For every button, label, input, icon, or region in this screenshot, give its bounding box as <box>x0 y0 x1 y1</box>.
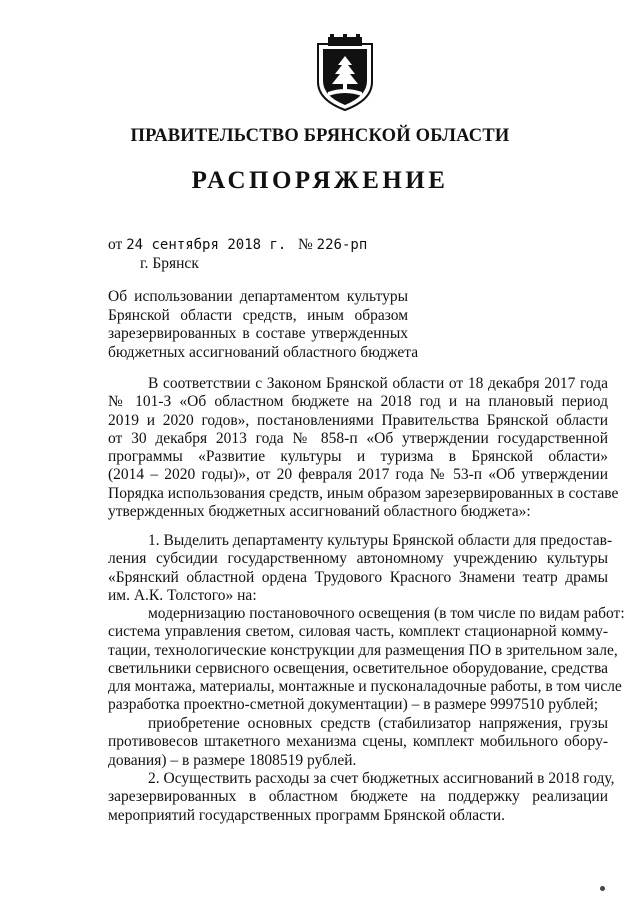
paragraph-line: Порядка использования средств, иным образом зарезервированных в составе <box>108 484 619 502</box>
item-2-paragraph <box>108 770 615 825</box>
paragraph-line: 2. Осуществить расходы за счет бюджетных ассигнований в 2018 году, <box>148 770 615 787</box>
paragraph-line: приобретение основных средств (стабилизатор напряжения, грузы <box>148 715 608 732</box>
paragraph-line: им. А.К. Толстого» на: <box>108 586 257 604</box>
paragraph-line: «Брянский областной ордена Трудового Красного Знамени театр драмы <box>108 568 608 586</box>
paragraph-line: 1. Выделить департаменту культуры Брянской области для предостав- <box>148 532 613 549</box>
paragraph-line: разработка проектно-сметной документации) – в размере 9997510 рублей; <box>108 696 599 714</box>
paragraph-line: В соответствии с Законом Брянской области от 18 декабря 2017 года <box>148 375 608 392</box>
paragraph-line: система управления светом, силовая часть, комплект стационарной комму- <box>108 623 608 641</box>
paragraph-line: модернизацию постановочного освещения (в том числе по видам работ: <box>148 605 625 622</box>
document-number: 226-рп <box>316 237 368 253</box>
document-date-line <box>108 236 286 254</box>
preamble-paragraph <box>108 375 619 521</box>
document-city: г. Брянск <box>140 255 199 272</box>
paragraph-line: от 30 декабря 2013 года № 858-п «Об утверждении государственной <box>108 429 608 447</box>
date-prefix: от <box>108 236 123 253</box>
subject-line: бюджетных ассигнований областного бюджета <box>108 343 419 361</box>
item-1a-paragraph <box>108 605 625 715</box>
paragraph-line: мероприятий государственных программ Брянской области. <box>108 806 505 824</box>
document-type-title: РАСПОРЯЖЕНИЕ <box>191 167 449 194</box>
paragraph-line: светильники сервисного освещения, осветительное оборудование, средства <box>108 659 608 677</box>
paragraph-line: для монтажа, материалы, монтажные и пусконаладочные работы, в том числе <box>108 678 622 696</box>
number-prefix: № <box>298 236 313 253</box>
paragraph-line: тации, технологические конструкции для размещения ПО в зрительном зале, <box>108 641 618 659</box>
item-1b-paragraph <box>108 715 608 770</box>
paragraph-line: № 101-З «Об областном бюджете на 2018 год и на плановый период <box>108 393 608 411</box>
item-1-paragraph <box>108 532 613 605</box>
paragraph-line: программы «Развитие культуры и туризма в Брянской области» <box>108 448 608 466</box>
paragraph-line: ления субсидии государственному автономному учреждению культуры <box>108 550 608 568</box>
subject-line: Брянской области средств, иным образом <box>108 306 408 324</box>
paragraph-line: зарезервированных в областном бюджете на поддержку реализации <box>108 788 608 806</box>
scan-speck <box>600 886 605 891</box>
paragraph-line: противовесов штакетного механизма сцены, комплект мобильного обору- <box>108 733 608 751</box>
document-number-line <box>298 236 367 254</box>
paragraph-line: утвержденных бюджетных ассигнований областного бюджета»: <box>108 503 531 521</box>
paragraph-line: 2019 и 2020 годов», постановлениями Правительства Брянской области <box>108 411 608 429</box>
subject-line: Об использовании департаментом культуры <box>108 288 408 305</box>
paragraph-line: (2014 – 2020 годы)», от 20 февраля 2017 года № 53-п «Об утверждении <box>108 466 608 484</box>
coat-of-arms-emblem <box>314 34 376 112</box>
organization-title: ПРАВИТЕЛЬСТВО БРЯНСКОЙ ОБЛАСТИ <box>130 126 510 146</box>
document-subject <box>108 288 419 362</box>
paragraph-line: дования) – в размере 1808519 рублей. <box>108 751 357 769</box>
subject-line: зарезервированных в составе утвержденных <box>108 325 408 342</box>
document-date: 24 сентября 2018 г. <box>126 237 287 253</box>
